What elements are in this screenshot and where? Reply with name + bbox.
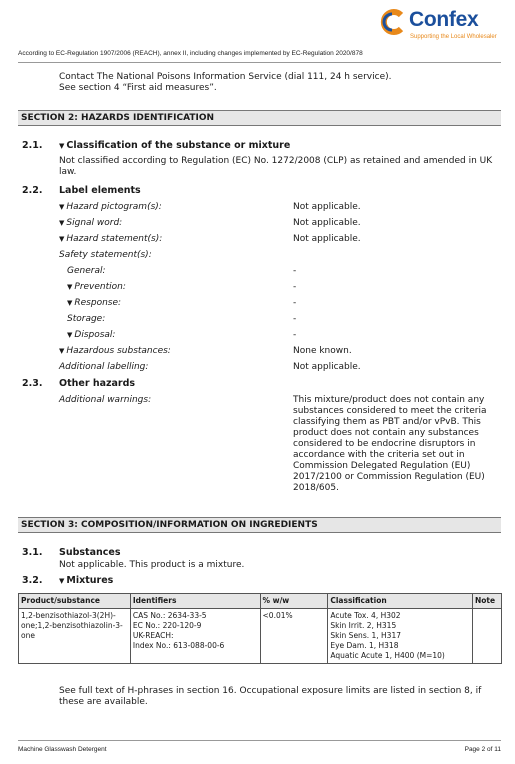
section-3-header (18, 517, 501, 533)
section-3-1-number: 3.1. (22, 547, 43, 558)
cell-identifiers: CAS No.: 2634-33-5 EC No.: 220-120-9 UK-REACH: Index No.: 613-088-00-6 (130, 609, 260, 664)
section-3-1-text: Not applicable. This product is a mixture. (59, 560, 245, 570)
label-additional-warnings: Additional warnings: (59, 395, 152, 405)
label-hazard-statements: ▼ Hazard statement(s): (59, 234, 163, 244)
mixtures-table (18, 593, 502, 664)
value-storage: - (293, 314, 297, 324)
section-3-2-heading: ▼ Mixtures (59, 575, 114, 586)
section-3-title: SECTION 3: COMPOSITION/INFORMATION ON INGREDIENTS (21, 520, 318, 530)
triangle-marker-icon: ▼ (67, 299, 73, 307)
triangle-marker-icon: ▼ (59, 347, 65, 355)
value-response: - (293, 298, 297, 308)
triangle-marker-icon: ▼ (59, 577, 65, 585)
value-disposal: - (293, 330, 297, 340)
label-signal-word: ▼ Signal word: (59, 218, 123, 228)
footer-page-number: Page 2 of 11 (464, 746, 501, 753)
cell-classification: Acute Tox. 4, H302 Skin Irrit. 2, H315 Skin Sens. 1, H317 Eye Dam. 1, H318 Aquatic Acute 1, H400 (M=10) (328, 609, 473, 664)
section-2-title: SECTION 2: HAZARDS IDENTIFICATION (21, 113, 215, 123)
confex-logo (379, 8, 501, 42)
section-2-3-heading: Other hazards (59, 378, 136, 389)
triangle-marker-icon: ▼ (67, 283, 73, 291)
section-2-3-number: 2.3. (22, 378, 43, 389)
label-prevention: ▼ Prevention: (67, 282, 126, 292)
section-2-1-text: Not classified according to Regulation (EC) No. 1272/2008 (CLP) as retained and amended in UK law. (59, 156, 493, 177)
value-hazard-pictograms: Not applicable. (293, 202, 361, 212)
value-prevention: - (293, 282, 297, 292)
cell-note (472, 609, 501, 664)
intro-line-1: Contact The National Poisons Information Service (dial 111, 24 h service). (59, 72, 392, 82)
section-3-1-heading: Substances (59, 547, 121, 558)
label-hazardous-substances: ▼ Hazardous substances: (59, 346, 171, 356)
regulation-header: According to EC-Regulation 1907/2006 (REACH), annex II, including changes implemented by EC-Regulation 2020/878 (18, 50, 363, 57)
value-additional-labelling: Not applicable. (293, 362, 361, 372)
label-storage: Storage: (67, 314, 106, 324)
logo-tagline: Supporting the Local Wholesaler (410, 34, 497, 40)
triangle-marker-icon: ▼ (59, 142, 65, 150)
intro-line-2: See section 4 “First aid measures”. (59, 83, 217, 93)
label-response: ▼ Response: (67, 298, 122, 308)
cell-product: 1,2-benzisothiazol-3(2H)-one;1,2-benzisothiazolin-3-one (19, 609, 131, 664)
footer-divider (18, 740, 501, 741)
footer-product-name: Machine Glasswash Detergent (18, 746, 107, 753)
label-hazard-pictograms: ▼ Hazard pictogram(s): (59, 202, 162, 212)
section-2-header (18, 110, 501, 126)
header-divider (18, 62, 501, 63)
triangle-marker-icon: ▼ (59, 235, 65, 243)
label-disposal: ▼ Disposal: (67, 330, 116, 340)
section-2-1-number: 2.1. (22, 140, 43, 151)
table-row (19, 609, 502, 664)
column-header-classification: Classification (328, 594, 473, 609)
triangle-marker-icon: ▼ (67, 331, 73, 339)
value-hazard-statements: Not applicable. (293, 234, 361, 244)
column-header-percent: % w/w (260, 594, 328, 609)
logo-name: Confex (409, 8, 479, 31)
column-header-product: Product/substance (19, 594, 131, 609)
confex-logo-icon (379, 9, 405, 35)
cell-percent: <0.01% (260, 609, 328, 664)
table-header-row (19, 594, 502, 609)
section-2-2-heading: Label elements (59, 185, 141, 196)
label-additional-labelling: Additional labelling: (59, 362, 149, 372)
section-3-2-number: 3.2. (22, 575, 43, 586)
section-2-2-number: 2.2. (22, 185, 43, 196)
value-additional-warnings: This mixture/product does not contain any substances considered to meet the criteria classifying them as PBT and/or vPvB. This product does not contain any substances considered to be endocrine disruptors in accordance with the criteria set out in Commission Delegated Regulation (EU) 2017/2100 or Commission Regulation (EU) 2018/605. (293, 395, 487, 493)
column-header-note: Note (472, 594, 501, 609)
value-general: - (293, 266, 297, 276)
column-header-identifiers: Identifiers (130, 594, 260, 609)
h-phrases-note: See full text of H-phrases in section 16. Occupational exposure limits are listed in section 8, if these are available. (59, 686, 482, 707)
label-safety-statements: Safety statement(s): (59, 250, 152, 260)
triangle-marker-icon: ▼ (59, 219, 65, 227)
triangle-marker-icon: ▼ (59, 203, 65, 211)
label-general: General: (67, 266, 106, 276)
value-hazardous-substances: None known. (293, 346, 352, 356)
value-signal-word: Not applicable. (293, 218, 361, 228)
section-2-1-heading: ▼ Classification of the substance or mixture (59, 140, 291, 151)
